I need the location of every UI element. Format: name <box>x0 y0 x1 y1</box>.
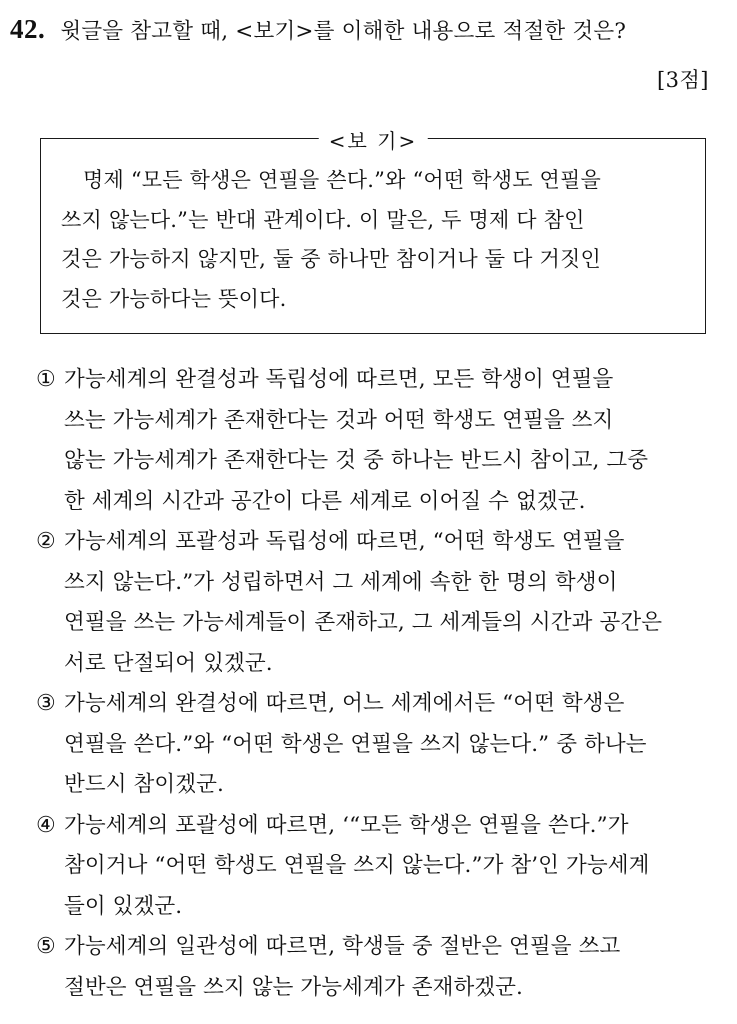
option-line: 연필을 쓴다.”와 “어떤 학생은 연필을 쓰지 않는다.” 중 하나는 <box>64 731 647 757</box>
answer-option-4[interactable] <box>34 806 724 928</box>
option-line: 절반은 연필을 쓰지 않는 가능세계가 존재하겠군. <box>64 974 523 1000</box>
bogi-box <box>40 129 706 334</box>
bogi-label: <보 기> <box>319 125 428 154</box>
answer-options <box>34 360 724 1008</box>
option-line: 참이거나 “어떤 학생도 연필을 쓰지 않는다.”가 참’인 가능세계 <box>64 853 650 878</box>
bogi-line: 쓰지 않는다.”는 반대 관계이다. 이 말은, 두 명제 다 참인 <box>61 207 585 232</box>
option-line: 한 세계의 시간과 공간이 다른 세계로 이어질 수 없겠군. <box>64 488 586 514</box>
answer-option-2[interactable] <box>34 522 724 684</box>
option-line: 가능세계의 일관성에 따르면, 학생들 중 절반은 연필을 쓰고 <box>64 934 621 959</box>
question-header <box>10 14 730 54</box>
option-line: 가능세계의 완결성과 독립성에 따르면, 모든 학생이 연필을 <box>64 367 614 392</box>
bogi-content <box>61 161 691 319</box>
question-text: 윗글을 참고할 때, <보기>를 이해한 내용으로 적절한 것은? <box>60 19 627 44</box>
answer-option-1[interactable] <box>34 360 724 522</box>
option-line: 들이 있겠군. <box>64 893 183 919</box>
option-line: 연필을 쓰는 가능세계들이 존재하고, 그 세계들의 시간과 공간은 <box>64 610 663 635</box>
option-line: 않는 가능세계가 존재한다는 것 중 하나는 반드시 참이고, 그중 <box>64 448 649 473</box>
bogi-line: 것은 가능하다는 뜻이다. <box>61 286 287 311</box>
option-marker: ④ <box>36 812 56 838</box>
option-line: 가능세계의 포괄성에 따르면, ‘“모든 학생은 연필을 쓴다.”가 <box>64 812 629 838</box>
option-line: 서로 단절되어 있겠군. <box>64 650 273 676</box>
bogi-line: 명제 “모든 학생은 연필을 쓴다.”와 “어떤 학생도 연필을 <box>83 168 602 192</box>
option-line: 가능세계의 포괄성과 독립성에 따르면, “어떤 학생도 연필을 <box>64 529 625 554</box>
bogi-line: 것은 가능하지 않지만, 둘 중 하나만 참이거나 둘 다 거짓인 <box>61 247 601 271</box>
option-line: 반드시 참이겠군. <box>64 772 224 797</box>
option-marker: ③ <box>36 691 56 716</box>
option-marker: ⑤ <box>36 934 56 959</box>
option-line: 쓰지 않는다.”가 성립하면서 그 세계에 속한 한 명의 학생이 <box>64 569 618 595</box>
question-number: 42. <box>10 14 46 44</box>
answer-option-3[interactable] <box>34 684 724 806</box>
option-line: 쓰는 가능세계가 존재한다는 것과 어떤 학생도 연필을 쓰지 <box>64 407 614 433</box>
option-marker: ② <box>36 529 56 554</box>
option-marker: ① <box>36 367 56 392</box>
option-line: 가능세계의 완결성에 따르면, 어느 세계에서든 “어떤 학생은 <box>64 691 625 716</box>
answer-option-5[interactable] <box>34 927 724 1008</box>
score-label: [3점] <box>656 68 709 92</box>
